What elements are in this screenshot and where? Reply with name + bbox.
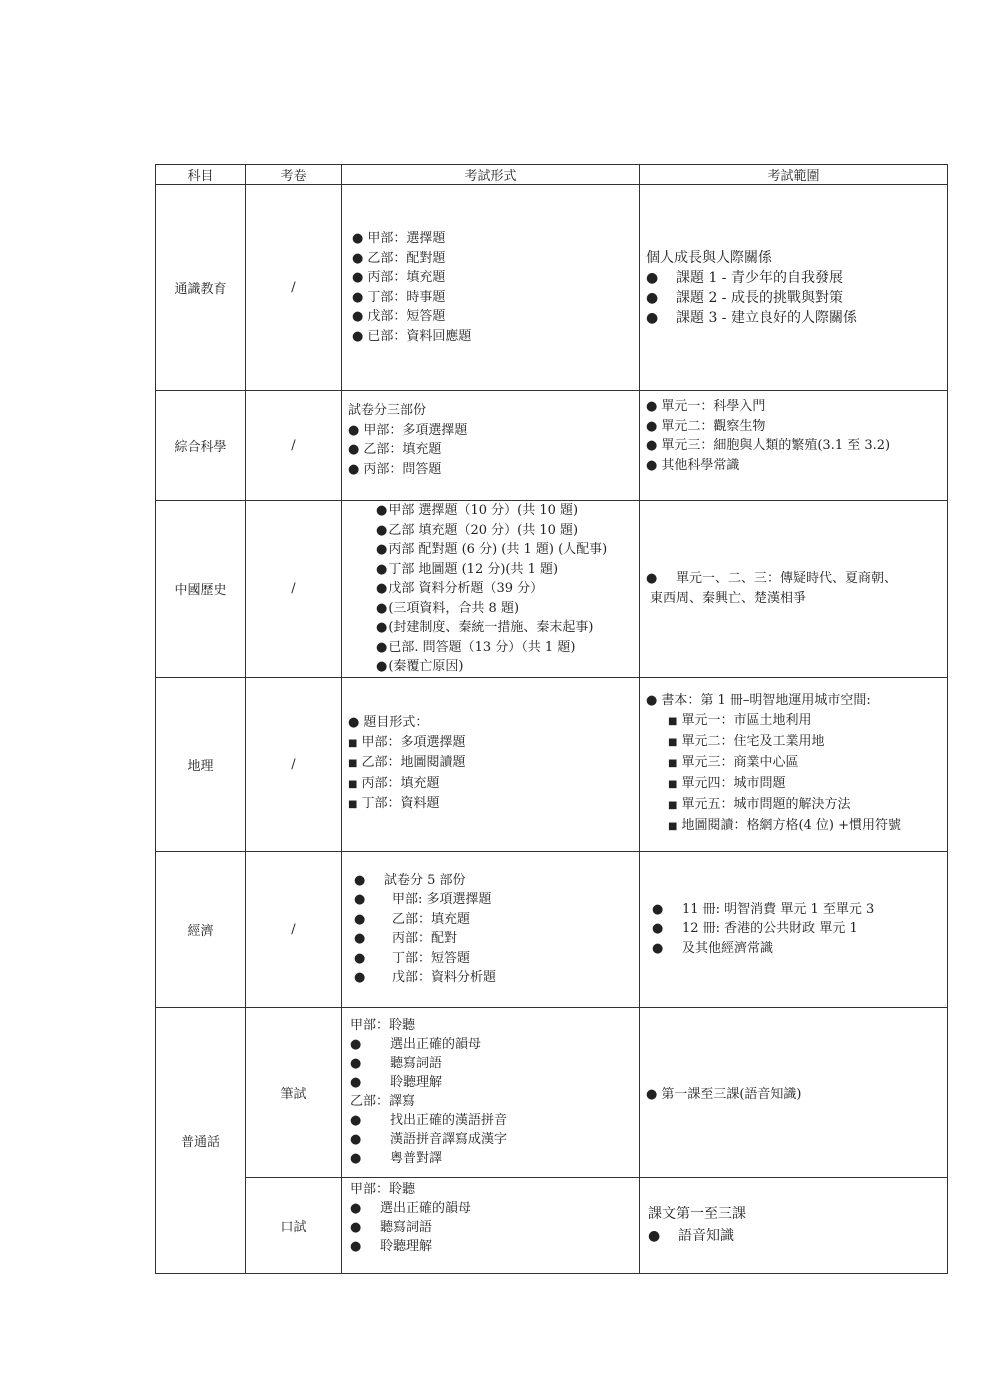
list-item: ● 及其他經濟常識 bbox=[652, 940, 774, 956]
list-item: ● 丁部：時事題 bbox=[352, 289, 446, 305]
list-item: ● 丁部：短答題 bbox=[354, 950, 471, 966]
scope-cell bbox=[640, 185, 948, 391]
list-item: ● 聆聽理解 bbox=[350, 1075, 443, 1090]
list-item: ● 試卷分 5 部份 bbox=[354, 872, 466, 888]
row-geography bbox=[156, 677, 948, 851]
scope-cell bbox=[640, 677, 948, 851]
list-item: ●丁部 地圖題 (12 分)(共 1 題) bbox=[376, 561, 559, 577]
scope-title: 課文第一至三課 bbox=[648, 1206, 746, 1222]
list-item: ■ 乙部：地圖閱讀題 bbox=[348, 755, 466, 771]
list-item: ● 課題 3 - 建立良好的人際關係 bbox=[646, 309, 857, 326]
list-item: ●乙部 填充題（20 分）(共 10 題) bbox=[376, 522, 579, 538]
list-item: ■ 甲部：多項選擇題 bbox=[348, 734, 466, 750]
scope-cell bbox=[640, 851, 948, 1007]
list-item: ● 單元三：細胞與人類的繁殖(3.1 至 3.2) bbox=[646, 438, 891, 453]
list-item: ● 乙部：填充題 bbox=[348, 442, 442, 457]
row-integrated-science bbox=[156, 391, 948, 501]
row-chinese-history bbox=[156, 501, 948, 678]
list-item: ● 課題 2 - 成長的挑戰與對策 bbox=[646, 289, 843, 306]
format-cell bbox=[342, 391, 640, 501]
paper-cell: 筆試 bbox=[246, 1007, 342, 1177]
list-item: ● 選出正確的韻母 bbox=[350, 1037, 482, 1052]
scope-line: 第一課至三課(語音知識) bbox=[661, 1086, 802, 1102]
list-item: ■ 單元四：城市問題 bbox=[668, 776, 786, 791]
list-item: ● 書本：第 1 冊–明智地運用城市空間: bbox=[646, 693, 871, 708]
paper-cell: / bbox=[246, 185, 342, 391]
format-cell bbox=[342, 1007, 640, 1177]
subject-cell: 中國歷史 bbox=[156, 501, 246, 678]
list-item: ● 已部：資料回應題 bbox=[352, 328, 472, 344]
format-cell bbox=[342, 1177, 640, 1273]
scope-line: 單元一、二、三：傳疑時代、夏商朝、 bbox=[676, 570, 898, 586]
format-title: 試卷分三部份 bbox=[348, 403, 427, 418]
list-item: ■ 丙部：填充題 bbox=[348, 775, 440, 791]
list-item: ● 單元一：科學入門 bbox=[646, 399, 766, 414]
list-item: ● 甲部：選擇題 bbox=[352, 231, 446, 246]
list-item: ● 12 冊: 香港的公共財政 單元 1 bbox=[652, 921, 858, 937]
subject-cell: 綜合科學 bbox=[156, 391, 246, 501]
subject-cell: 普通話 bbox=[156, 1007, 246, 1273]
list-item: ● 課題 1 - 青少年的自我發展 bbox=[646, 269, 843, 286]
list-item: ● 乙部：配對題 bbox=[352, 250, 446, 266]
scope-cell: ● 第一課至三課(語音知識) bbox=[640, 1007, 948, 1177]
list-item: ● 丙部：配對 bbox=[354, 931, 458, 946]
subject-cell: 地理 bbox=[156, 677, 246, 851]
row-putonghua-oral bbox=[156, 1177, 948, 1273]
row-putonghua-written bbox=[156, 1007, 948, 1177]
list-item: ■ 單元二：住宅及工業用地 bbox=[668, 734, 825, 749]
list-item: ● 聽寫詞語 bbox=[350, 1219, 433, 1235]
list-item: ■ 單元一：市區土地利用 bbox=[668, 713, 812, 728]
row-economics bbox=[156, 851, 948, 1007]
header-row bbox=[156, 165, 948, 185]
list-item: ● 丙部：填充題 bbox=[352, 270, 446, 285]
list-item: ■ 地圖閱讀：格網方格(4 位) +慣用符號 bbox=[668, 818, 902, 833]
list-item: ● 單元二：觀察生物 bbox=[646, 418, 766, 434]
header-subject: 科目 bbox=[156, 165, 246, 185]
list-item: ● 其他科學常識 bbox=[646, 457, 740, 473]
scope-line: 東西周、秦興亡、楚漢相爭 bbox=[650, 590, 807, 606]
format-cell bbox=[342, 185, 640, 391]
header-scope: 考試範圍 bbox=[640, 165, 948, 185]
paper-cell: / bbox=[246, 677, 342, 851]
list-item: ● 漢語拼音譯寫成漢字 bbox=[350, 1132, 508, 1147]
list-item: ● 甲部: 多項選擇題 bbox=[354, 892, 492, 907]
list-item: ● 丙部：問答題 bbox=[348, 461, 442, 477]
paper-cell: / bbox=[246, 391, 342, 501]
list-item: ● 乙部：填充題 bbox=[354, 911, 471, 927]
subject-cell: 通識教育 bbox=[156, 185, 246, 391]
part-title: 甲部：聆聽 bbox=[350, 1018, 416, 1033]
scope-title: 個人成長與人際關係 bbox=[646, 249, 772, 266]
list-item: ● 戊部：資料分析題 bbox=[354, 970, 497, 985]
header-format: 考試形式 bbox=[342, 165, 640, 185]
format-title: ● 題目形式： bbox=[348, 715, 429, 731]
scope-cell bbox=[640, 391, 948, 501]
list-item: ■ 單元三：商業中心區 bbox=[668, 755, 799, 770]
part-title: 甲部：聆聽 bbox=[350, 1181, 416, 1197]
list-item: ■ 丁部：資料題 bbox=[348, 796, 440, 812]
format-cell bbox=[342, 851, 640, 1007]
list-item: ●丙部 配對題 (6 分) (共 1 題) (人配事) bbox=[376, 542, 608, 557]
scope-cell: ● 單元一、二、三：傳疑時代、夏商朝、 東西周、秦興亡、楚漢相爭 bbox=[640, 501, 948, 678]
paper-cell: 口試 bbox=[246, 1177, 342, 1273]
list-item: ● 找出正確的漢語拼音 bbox=[350, 1113, 508, 1128]
header-paper: 考卷 bbox=[246, 165, 342, 185]
list-item: ● 甲部：多項選擇題 bbox=[348, 422, 468, 438]
row-liberal-studies bbox=[156, 185, 948, 391]
paper-cell: / bbox=[246, 501, 342, 678]
list-item: ●(封建制度、秦統一措施、秦末起事) bbox=[376, 620, 594, 635]
list-item: ●戊部 資料分析題（39 分） bbox=[376, 581, 544, 596]
list-item: ● 語音知識 bbox=[648, 1228, 734, 1244]
list-item: ● 聆聽理解 bbox=[350, 1238, 433, 1254]
list-item: ● 聽寫詞語 bbox=[350, 1056, 443, 1071]
format-cell bbox=[342, 677, 640, 851]
exam-schedule-table bbox=[155, 164, 948, 1274]
list-item: ■ 單元五：城市問題的解決方法 bbox=[668, 797, 851, 812]
format-cell bbox=[342, 501, 640, 678]
list-item: ●(三項資料，合共 8 題) bbox=[376, 600, 520, 616]
list-item: ● 戊部：短答題 bbox=[352, 309, 446, 324]
list-item: ● 11 冊: 明智消費 單元 1 至單元 3 bbox=[652, 901, 875, 917]
list-item: ● 粵普對譯 bbox=[350, 1151, 443, 1166]
list-item: ●已部. 問答題（13 分）（共 1 題) bbox=[376, 639, 576, 655]
list-item: ●甲部 選擇題（10 分）(共 10 題) bbox=[376, 503, 579, 518]
part-title: 乙部：譯寫 bbox=[350, 1094, 416, 1109]
list-item: ● 選出正確的韻母 bbox=[350, 1200, 472, 1216]
list-item: ●(秦覆亡原因) bbox=[376, 659, 464, 674]
scope-cell bbox=[640, 1177, 948, 1273]
paper-cell: / bbox=[246, 851, 342, 1007]
subject-cell: 經濟 bbox=[156, 851, 246, 1007]
